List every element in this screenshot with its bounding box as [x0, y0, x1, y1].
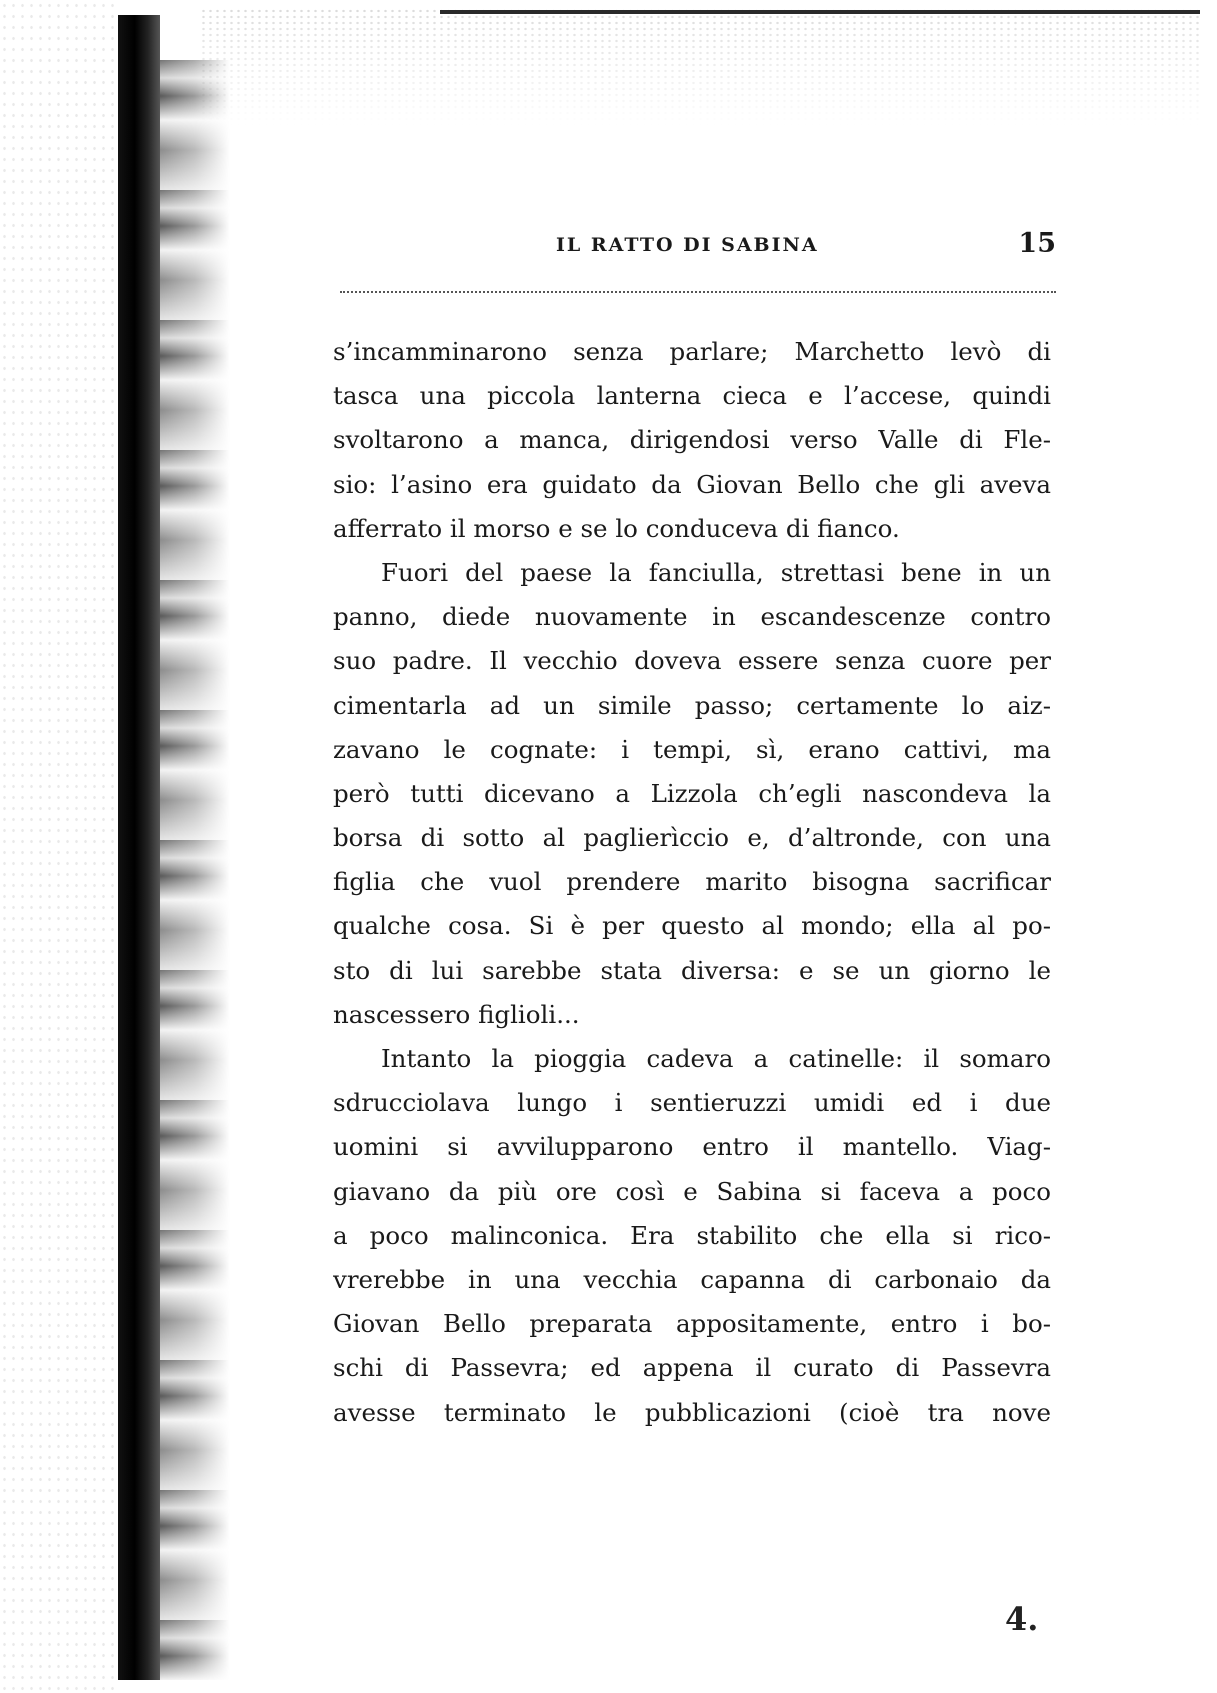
text-line: borsa di sotto al paglierìccio e, d’altronde, con una — [333, 823, 1051, 853]
text-line: cimentarla ad un simile passo; certamente lo aiz- — [333, 690, 1051, 720]
text-line: sto di lui sarebbe stata diversa: e se un giorno le — [333, 955, 1051, 985]
header-rule — [340, 291, 1056, 293]
text-line: afferrato il morso e se lo conduceva di fianco. — [333, 513, 900, 543]
top-edge-rule — [440, 10, 1200, 14]
text-line: Giovan Bello preparata appositamente, entro i bo- — [333, 1309, 1051, 1339]
signature-mark: 4. — [1005, 1600, 1039, 1638]
text-line: s’incamminarono senza parlare; Marchetto levò di — [333, 337, 1051, 366]
text-line: Fuori del paese la fanciulla, strettasi bene in un — [381, 557, 1051, 587]
text-line: sdrucciolava lungo i sentieruzzi umidi ed i due — [333, 1088, 1051, 1118]
page-header — [340, 228, 1056, 274]
text-line: sio: l’asino era guidato da Giovan Bello che gli aveva — [333, 469, 1051, 499]
body-text — [333, 330, 1051, 1435]
text-line: svoltarono a manca, dirigendosi verso Valle di Fle- — [333, 425, 1051, 455]
spine-shadow — [160, 60, 230, 1680]
text-line: Intanto la pioggia cadeva a catinelle: il somaro — [381, 1044, 1051, 1073]
text-line: giavano da più ore così e Sabina si faceva a poco — [333, 1176, 1051, 1206]
text-line: uomini si avvilupparono entro il mantello. Viag- — [333, 1132, 1051, 1162]
scan-noise — [0, 0, 115, 1693]
running-title: IL RATTO DI SABINA — [556, 234, 819, 256]
text-line: zavano le cognate: i tempi, sì, erano cattivi, ma — [333, 734, 1051, 764]
text-line: avesse terminato le pubblicazioni (cioè tra nove — [333, 1397, 1051, 1427]
text-line: panno, diede nuovamente in escandescenze contro — [333, 602, 1051, 632]
text-line: suo padre. Il vecchio doveva essere senza cuore per — [333, 646, 1051, 676]
book-gutter — [0, 0, 250, 1693]
text-line: figlia che vuol prendere marito bisogna sacrificar — [333, 867, 1051, 897]
text-line: vrerebbe in una vecchia capanna di carbonaio da — [333, 1264, 1051, 1294]
page-number: 15 — [1018, 228, 1056, 259]
text-line: qualche cosa. Si è per questo al mondo; ella al po- — [333, 911, 1051, 941]
book-spine — [118, 15, 160, 1680]
text-line: però tutti dicevano a Lizzola ch’egli nascondeva la — [333, 778, 1051, 808]
text-line: tasca una piccola lanterna cieca e l’accese, quindi — [333, 381, 1051, 411]
scan-noise-top — [200, 8, 1200, 128]
text-line: schi di Passevra; ed appena il curato di Passevra — [333, 1353, 1051, 1383]
text-line: nascessero figlioli... — [333, 999, 580, 1029]
text-line: a poco malinconica. Era stabilito che ella si rico- — [333, 1220, 1051, 1250]
